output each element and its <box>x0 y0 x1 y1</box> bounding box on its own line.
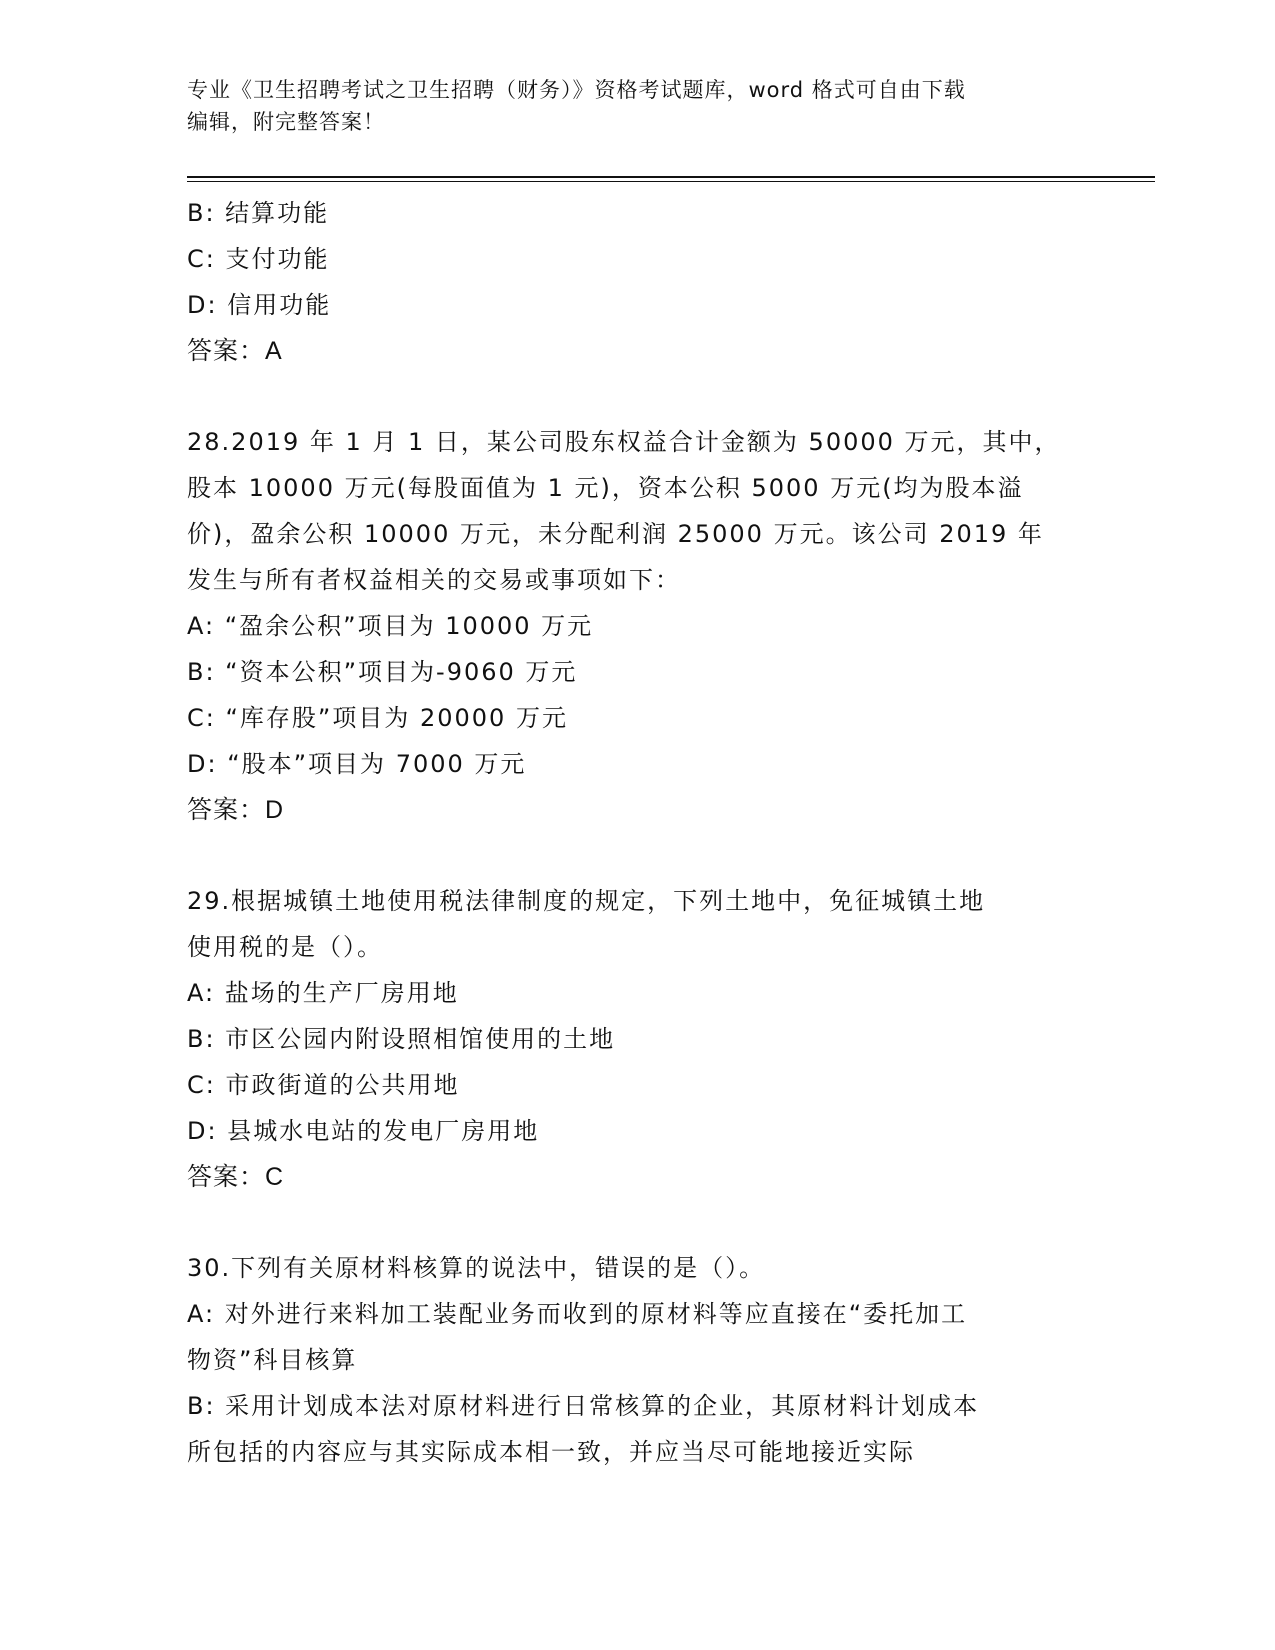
option-b: B: 结算功能 <box>187 199 330 227</box>
option-a: A: “盈余公积”项目为 10000 万元 <box>187 612 594 640</box>
option-a-line: A: 对外进行来料加工装配业务而收到的原材料等应直接在“委托加工 <box>187 1300 968 1328</box>
header-line-1: 专业《卫生招聘考试之卫生招聘（财务）》资格考试题库，word 格式可自由下载 <box>187 78 966 102</box>
document-header <box>187 74 1087 138</box>
answer: 答案：A <box>187 337 283 365</box>
question-28 <box>187 419 1087 833</box>
question-stem-line: 使用税的是（）。 <box>187 933 383 961</box>
option-a-line: 物资”科目核算 <box>187 1346 358 1374</box>
question-27-tail <box>187 190 1087 374</box>
option-c: C: 市政街道的公共用地 <box>187 1071 460 1099</box>
option-d: D: “股本”项目为 7000 万元 <box>187 750 527 778</box>
option-a: A: 盐场的生产厂房用地 <box>187 979 459 1007</box>
question-stem-line: 28.2019 年 1 月 1 日，某公司股东权益合计金额为 50000 万元，其中， <box>187 428 1061 456</box>
spacer <box>187 374 1087 419</box>
answer: 答案：C <box>187 1163 285 1191</box>
question-stem-line: 股本 10000 万元(每股面值为 1 元)，资本公积 5000 万元(均为股本溢 <box>187 474 1024 502</box>
document-body <box>187 190 1087 1475</box>
header-line-2: 编辑，附完整答案！ <box>187 110 385 134</box>
header-divider-thin <box>187 181 1155 182</box>
option-b: B: 市区公园内附设照相馆使用的土地 <box>187 1025 616 1053</box>
question-stem-line: 价)，盈余公积 10000 万元，未分配利润 25000 万元。该公司 2019 年 <box>187 520 1044 548</box>
option-d: D: 信用功能 <box>187 291 332 319</box>
option-b-line: 所包括的内容应与其实际成本相一致，并应当尽可能地接近实际 <box>187 1438 915 1466</box>
spacer <box>187 1200 1087 1245</box>
option-b: B: “资本公积”项目为-9060 万元 <box>187 658 578 686</box>
question-29 <box>187 878 1087 1200</box>
header-divider-thick <box>187 176 1155 178</box>
question-stem-line: 30.下列有关原材料核算的说法中，错误的是（）。 <box>187 1254 766 1282</box>
answer: 答案：D <box>187 796 285 824</box>
spacer <box>187 833 1087 878</box>
question-30 <box>187 1245 1087 1475</box>
option-c: C: 支付功能 <box>187 245 330 273</box>
question-stem-line: 发生与所有者权益相关的交易或事项如下： <box>187 566 681 594</box>
option-d: D: 县城水电站的发电厂房用地 <box>187 1117 540 1145</box>
question-stem-line: 29.根据城镇土地使用税法律制度的规定，下列土地中，免征城镇土地 <box>187 887 986 915</box>
option-c: C: “库存股”项目为 20000 万元 <box>187 704 568 732</box>
option-b-line: B: 采用计划成本法对原材料进行日常核算的企业，其原材料计划成本 <box>187 1392 980 1420</box>
